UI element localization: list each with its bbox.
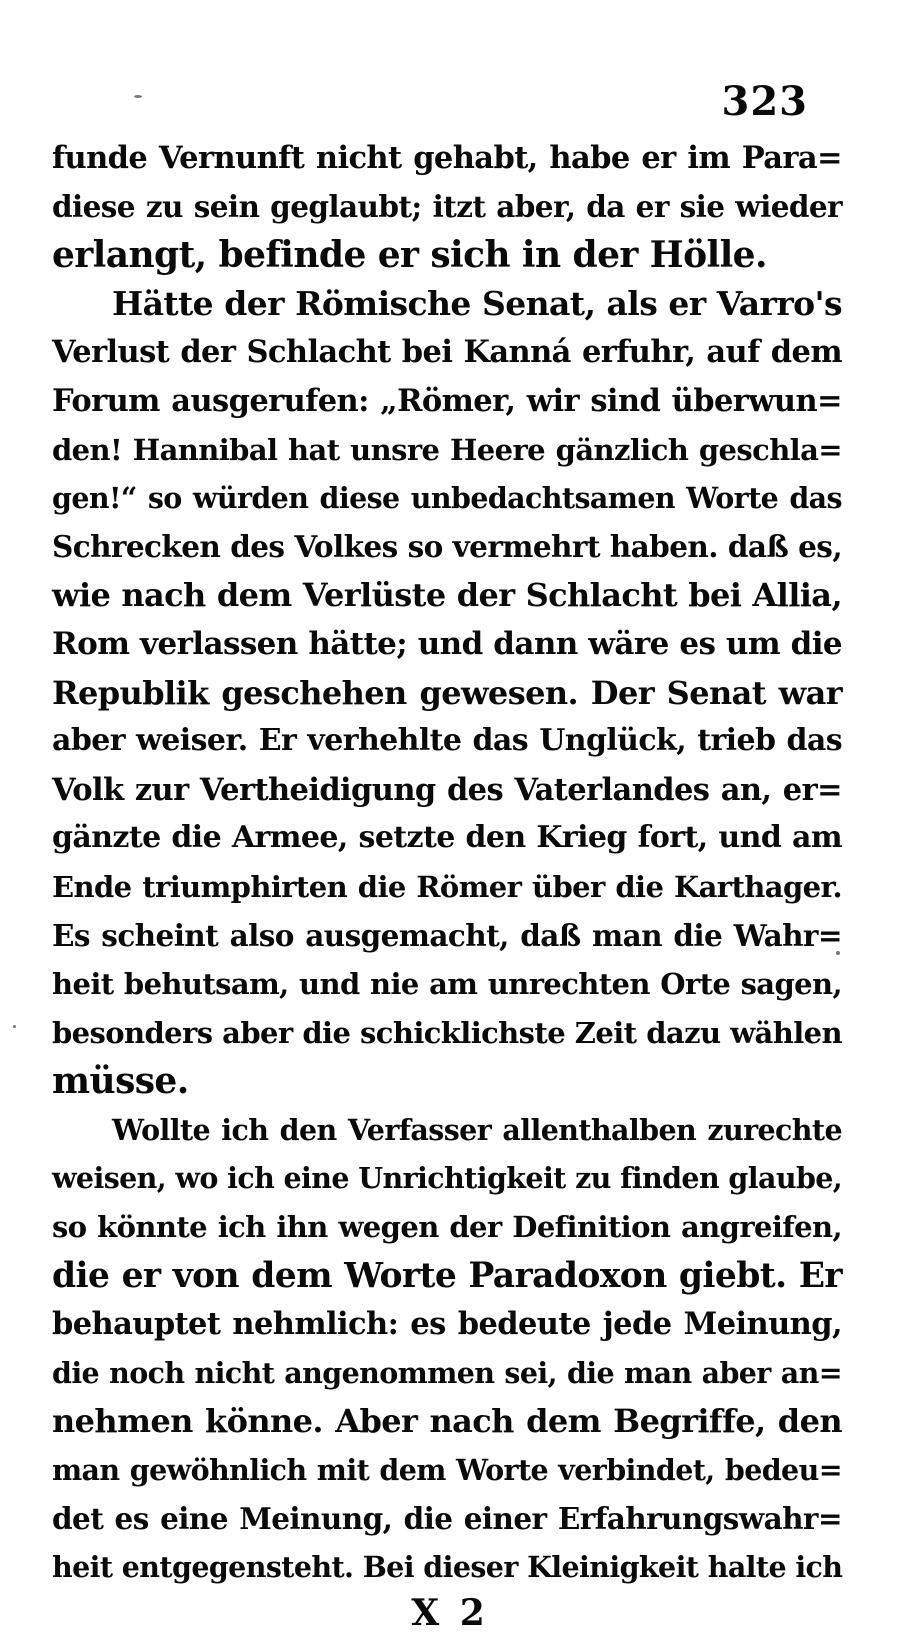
signature-mark: X 2 [411,1592,489,1634]
text-line: Republik geschehen gewesen. Der Senat war [52,673,842,712]
text-line: erlangt, befinde er sich in der Hölle. [52,234,767,277]
text-line: behauptet nehmlich: es bedeute jede Meinung, [52,1306,842,1343]
text-line: Ende triumphirten die Römer über die Karthager. [52,869,842,904]
text-line: Rom verlassen hätte; und dann wäre es um die [52,625,842,662]
text-line: aber weiser. Er verhehlte das Unglück, trieb das [52,723,842,759]
text-line: weisen, wo ich eine Unrichtigkeit zu finden glaube, [52,1161,843,1196]
text-line: Schrecken des Volkes so vermehrt haben. daß es, [52,528,842,564]
speck-mark [134,95,142,98]
text-line: den! Hannibal hat unsre Heere gänzlich geschla= [52,432,842,467]
text-line: so könnte ich ihn wegen der Definition angreifen, [52,1210,842,1245]
text-line: besonders aber die schicklichste Zeit dazu wählen [52,1015,842,1050]
page-number: 323 [721,78,808,125]
text-line: Volk zur Vertheidigung des Vaterlandes an, er= [52,771,842,808]
text-line: heit behutsam, und nie am unrechten Orte sagen, [52,967,842,1002]
text-line: man gewöhnlich mit dem Worte verbindet, bedeu= [52,1453,842,1488]
text-line: Forum ausgerufen: „Römer, wir sind überwun= [52,382,842,419]
text-line: funde Vernunft nicht gehabt, habe er im Para= [52,140,842,176]
text-line: die er von dem Worte Paradoxon giebt. Er [52,1255,842,1296]
text-line: Hätte der Römische Senat, als er Varro's [112,283,842,323]
body-text [52,134,842,1592]
text-line: gen!“ so würden diese unbedachtsamen Worte das [52,481,842,516]
text-line: wie nach dem Verlüste der Schlacht bei Allia, [52,576,842,615]
text-line: Wollte ich den Verfasser allenthalben zurechte [112,1112,842,1147]
text-line: Verlust der Schlacht bei Kanná erfuhr, auf dem [52,334,842,371]
speck-mark [13,1025,16,1028]
text-line: müsse. [52,1060,189,1103]
text-line: nehmen könne. Aber nach dem Begriffe, den [52,1402,842,1441]
text-line: heit entgegensteht. Bei dieser Kleinigkeit halte ich [52,1550,843,1585]
text-line: diese zu sein geglaubt; itzt aber, da er sie wieder [52,188,842,224]
text-line: gänzte die Armee, setzte den Krieg fort, und am [52,820,842,856]
text-line: die noch nicht angenommen sei, die man aber an= [52,1355,842,1390]
text-line: Es scheint also ausgemacht, daß man die Wahr= [52,917,842,953]
text-line: det es eine Meinung, die einer Erfahrungswahr= [52,1500,842,1536]
